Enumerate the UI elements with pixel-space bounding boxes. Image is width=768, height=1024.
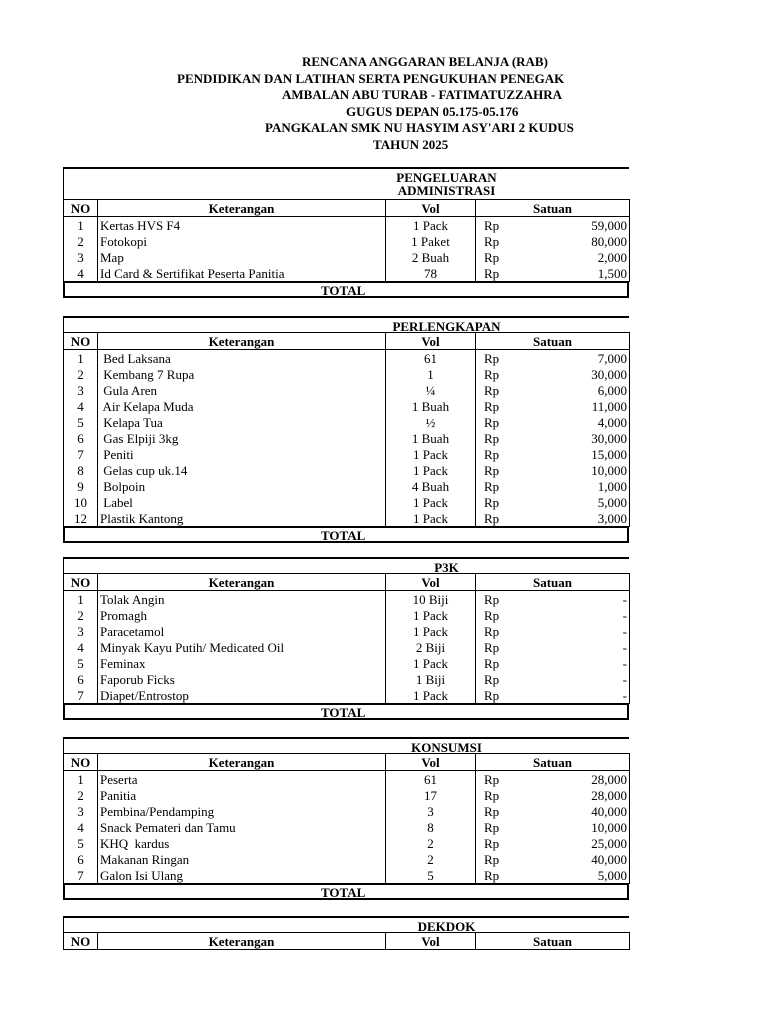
row-value: 7,000	[536, 350, 630, 367]
row-no: 6	[64, 851, 98, 867]
row-vol: 1 Pack	[386, 687, 476, 704]
table-row	[64, 265, 630, 282]
row-keterangan: Fotokopi	[98, 233, 386, 249]
row-value: 5,000	[536, 494, 630, 510]
header-line-1: RENCANA ANGGARAN BELANJA (RAB)	[302, 54, 548, 69]
col-header-vol: Vol	[386, 754, 476, 771]
row-currency: Rp	[476, 446, 536, 462]
row-keterangan: Bolpoin	[98, 478, 386, 494]
table-row	[64, 687, 630, 704]
row-vol: 3	[386, 803, 476, 819]
col-header-satuan: Satuan	[476, 754, 630, 771]
header-line-5: PANGKALAN SMK NU HASYIM ASY'ARI 2 KUDUS	[265, 120, 574, 135]
row-no: 1	[64, 350, 98, 367]
row-currency: Rp	[476, 867, 536, 884]
row-currency: Rp	[476, 249, 536, 265]
row-keterangan: Minyak Kayu Putih/ Medicated Oil	[98, 639, 386, 655]
col-header-no: NO	[64, 200, 98, 217]
row-currency: Rp	[476, 382, 536, 398]
col-header-no: NO	[64, 333, 98, 350]
row-keterangan: Bed Laksana	[98, 350, 386, 367]
section-dekdok	[63, 916, 629, 950]
row-vol: 1 Buah	[386, 430, 476, 446]
row-keterangan: Tolak Angin	[98, 591, 386, 608]
row-vol: 1 Pack	[386, 217, 476, 234]
table-row	[64, 639, 630, 655]
row-no: 9	[64, 478, 98, 494]
row-no: 7	[64, 867, 98, 884]
row-no: 1	[64, 591, 98, 608]
row-value: 1,500	[536, 265, 630, 282]
table-row	[64, 249, 630, 265]
row-no: 10	[64, 494, 98, 510]
row-vol: 2 Biji	[386, 639, 476, 655]
row-keterangan: Kelapa Tua	[98, 414, 386, 430]
row-keterangan: Air Kelapa Muda	[98, 398, 386, 414]
total-label: TOTAL	[321, 283, 366, 298]
row-no: 1	[64, 217, 98, 234]
col-header-satuan: Satuan	[476, 933, 630, 950]
row-vol: 61	[386, 350, 476, 367]
table-row	[64, 867, 630, 884]
header-line-6: TAHUN 2025	[373, 136, 449, 152]
table-row	[64, 217, 630, 234]
table-row	[64, 607, 630, 623]
total-row	[63, 704, 629, 720]
row-vol: 8	[386, 819, 476, 835]
table-header-row	[64, 574, 630, 591]
table-row	[64, 462, 630, 478]
row-no: 2	[64, 366, 98, 382]
table-header-row	[64, 333, 630, 350]
row-currency: Rp	[476, 414, 536, 430]
row-vol: 1 Pack	[386, 607, 476, 623]
table-row	[64, 414, 630, 430]
row-vol: 2 Buah	[386, 249, 476, 265]
row-no: 7	[64, 687, 98, 704]
row-value: -	[536, 607, 630, 623]
col-header-no: NO	[64, 574, 98, 591]
row-vol: 1	[386, 366, 476, 382]
row-currency: Rp	[476, 787, 536, 803]
row-keterangan: Snack Pemateri dan Tamu	[98, 819, 386, 835]
row-vol: 1 Pack	[386, 446, 476, 462]
row-currency: Rp	[476, 819, 536, 835]
row-no: 2	[64, 233, 98, 249]
col-header-keterangan: Keterangan	[98, 200, 386, 217]
row-no: 6	[64, 671, 98, 687]
row-value: -	[536, 639, 630, 655]
row-vol: ½	[386, 414, 476, 430]
row-currency: Rp	[476, 398, 536, 414]
table-row	[64, 398, 630, 414]
row-keterangan: Promagh	[98, 607, 386, 623]
row-keterangan: Panitia	[98, 787, 386, 803]
row-currency: Rp	[476, 607, 536, 623]
table-row	[64, 478, 630, 494]
row-value: -	[536, 591, 630, 608]
row-value: -	[536, 623, 630, 639]
row-keterangan: Gas Elpiji 3kg	[98, 430, 386, 446]
row-no: 12	[64, 510, 98, 527]
row-keterangan: Makanan Ringan	[98, 851, 386, 867]
row-value: 1,000	[536, 478, 630, 494]
row-no: 4	[64, 265, 98, 282]
row-vol: 2	[386, 835, 476, 851]
table-row	[64, 787, 630, 803]
row-no: 8	[64, 462, 98, 478]
col-header-vol: Vol	[386, 574, 476, 591]
row-currency: Rp	[476, 430, 536, 446]
row-no: 1	[64, 771, 98, 788]
col-header-no: NO	[64, 754, 98, 771]
row-value: -	[536, 655, 630, 671]
row-keterangan: Gula Aren	[98, 382, 386, 398]
row-no: 2	[64, 607, 98, 623]
row-vol: 1 Pack	[386, 462, 476, 478]
row-no: 6	[64, 430, 98, 446]
row-keterangan: Kembang 7 Rupa	[98, 366, 386, 382]
total-label: TOTAL	[321, 705, 366, 720]
section-table	[63, 332, 630, 527]
row-vol: 61	[386, 771, 476, 788]
table-row	[64, 803, 630, 819]
row-currency: Rp	[476, 803, 536, 819]
row-vol: ¼	[386, 382, 476, 398]
row-vol: 17	[386, 787, 476, 803]
col-header-no: NO	[64, 933, 98, 950]
section-table	[63, 932, 630, 950]
table-row	[64, 494, 630, 510]
table-row	[64, 510, 630, 527]
row-vol: 4 Buah	[386, 478, 476, 494]
header-line-3: AMBALAN ABU TURAB - FATIMATUZZAHRA	[282, 87, 562, 102]
table-row	[64, 430, 630, 446]
section-pengeluaran	[63, 167, 629, 298]
row-value: 80,000	[536, 233, 630, 249]
row-vol: 78	[386, 265, 476, 282]
section-subtitle: ADMINISTRASI	[63, 183, 629, 199]
row-vol: 2	[386, 851, 476, 867]
row-currency: Rp	[476, 671, 536, 687]
row-vol: 1 Paket	[386, 233, 476, 249]
section-konsumsi	[63, 737, 629, 900]
row-value: 30,000	[536, 366, 630, 382]
row-currency: Rp	[476, 350, 536, 367]
table-row	[64, 819, 630, 835]
row-value: 28,000	[536, 771, 630, 788]
col-header-satuan: Satuan	[476, 333, 630, 350]
table-header-row	[64, 933, 630, 950]
row-currency: Rp	[476, 217, 536, 234]
section-table	[63, 199, 630, 282]
row-keterangan: Diapet/Entrostop	[98, 687, 386, 704]
row-value: 2,000	[536, 249, 630, 265]
table-row	[64, 366, 630, 382]
header-line-4: GUGUS DEPAN 05.175-05.176	[346, 103, 519, 119]
col-header-keterangan: Keterangan	[98, 754, 386, 771]
row-vol: 1 Pack	[386, 623, 476, 639]
table-row	[64, 671, 630, 687]
table-row	[64, 623, 630, 639]
row-keterangan: Peniti	[98, 446, 386, 462]
col-header-keterangan: Keterangan	[98, 333, 386, 350]
table-row	[64, 655, 630, 671]
row-value: 11,000	[536, 398, 630, 414]
row-no: 3	[64, 382, 98, 398]
row-value: 15,000	[536, 446, 630, 462]
row-vol: 1 Pack	[386, 510, 476, 527]
table-row	[64, 350, 630, 367]
section-title: P3K	[63, 557, 629, 573]
table-row	[64, 591, 630, 608]
section-table	[63, 573, 630, 704]
section-table	[63, 753, 630, 884]
row-vol: 1 Pack	[386, 655, 476, 671]
table-row	[64, 835, 630, 851]
row-keterangan: Kertas HVS F4	[98, 217, 386, 234]
row-currency: Rp	[476, 233, 536, 249]
row-value: 40,000	[536, 851, 630, 867]
table-row	[64, 233, 630, 249]
col-header-vol: Vol	[386, 333, 476, 350]
table-header-row	[64, 754, 630, 771]
row-currency: Rp	[476, 510, 536, 527]
row-value: 4,000	[536, 414, 630, 430]
col-header-vol: Vol	[386, 933, 476, 950]
document-header	[150, 54, 740, 153]
row-keterangan: Plastik Kantong	[98, 510, 386, 527]
row-value: 40,000	[536, 803, 630, 819]
row-vol: 1 Biji	[386, 671, 476, 687]
row-vol: 1 Pack	[386, 494, 476, 510]
row-currency: Rp	[476, 771, 536, 788]
header-line-2: PENDIDIKAN DAN LATIHAN SERTA PENGUKUHAN PENEGAK	[177, 70, 565, 86]
row-value: 59,000	[536, 217, 630, 234]
section-perlengkapan	[63, 316, 629, 543]
table-row	[64, 851, 630, 867]
section-title: KONSUMSI	[63, 737, 629, 753]
row-currency: Rp	[476, 639, 536, 655]
row-keterangan: KHQ kardus	[98, 835, 386, 851]
row-value: 10,000	[536, 819, 630, 835]
total-label: TOTAL	[321, 885, 366, 900]
table-row	[64, 382, 630, 398]
total-row	[63, 282, 629, 298]
row-keterangan: Feminax	[98, 655, 386, 671]
col-header-keterangan: Keterangan	[98, 933, 386, 950]
row-no: 7	[64, 446, 98, 462]
row-currency: Rp	[476, 366, 536, 382]
row-currency: Rp	[476, 265, 536, 282]
row-currency: Rp	[476, 835, 536, 851]
row-no: 3	[64, 249, 98, 265]
col-header-satuan: Satuan	[476, 200, 630, 217]
row-no: 4	[64, 639, 98, 655]
row-keterangan: Id Card & Sertifikat Peserta Panitia	[98, 265, 386, 282]
row-value: 6,000	[536, 382, 630, 398]
row-value: 10,000	[536, 462, 630, 478]
row-currency: Rp	[476, 851, 536, 867]
row-vol: 10 Biji	[386, 591, 476, 608]
section-p3k	[63, 557, 629, 720]
row-keterangan: Map	[98, 249, 386, 265]
row-no: 4	[64, 819, 98, 835]
section-title: DEKDOK	[63, 916, 629, 932]
row-currency: Rp	[476, 494, 536, 510]
row-value: -	[536, 687, 630, 704]
row-no: 5	[64, 835, 98, 851]
total-label: TOTAL	[321, 528, 366, 543]
row-no: 5	[64, 655, 98, 671]
col-header-keterangan: Keterangan	[98, 574, 386, 591]
row-currency: Rp	[476, 462, 536, 478]
row-keterangan: Label	[98, 494, 386, 510]
row-no: 3	[64, 623, 98, 639]
col-header-vol: Vol	[386, 200, 476, 217]
row-currency: Rp	[476, 687, 536, 704]
row-vol: 5	[386, 867, 476, 884]
row-value: 28,000	[536, 787, 630, 803]
row-no: 5	[64, 414, 98, 430]
row-value: 30,000	[536, 430, 630, 446]
row-currency: Rp	[476, 591, 536, 608]
row-keterangan: Galon Isi Ulang	[98, 867, 386, 884]
row-keterangan: Faporub Ficks	[98, 671, 386, 687]
row-no: 3	[64, 803, 98, 819]
row-currency: Rp	[476, 655, 536, 671]
row-value: -	[536, 671, 630, 687]
row-no: 4	[64, 398, 98, 414]
table-row	[64, 771, 630, 788]
row-keterangan: Peserta	[98, 771, 386, 788]
row-keterangan: Gelas cup uk.14	[98, 462, 386, 478]
row-value: 5,000	[536, 867, 630, 884]
row-keterangan: Pembina/Pendamping	[98, 803, 386, 819]
row-currency: Rp	[476, 623, 536, 639]
section-title: PERLENGKAPAN	[63, 316, 629, 332]
row-currency: Rp	[476, 478, 536, 494]
row-vol: 1 Buah	[386, 398, 476, 414]
row-keterangan: Paracetamol	[98, 623, 386, 639]
row-value: 25,000	[536, 835, 630, 851]
table-row	[64, 446, 630, 462]
table-header-row	[64, 200, 630, 217]
section-title: PENGELUARAN	[63, 167, 629, 183]
total-row	[63, 527, 629, 543]
row-no: 2	[64, 787, 98, 803]
total-row	[63, 884, 629, 900]
row-value: 3,000	[536, 510, 630, 527]
col-header-satuan: Satuan	[476, 574, 630, 591]
